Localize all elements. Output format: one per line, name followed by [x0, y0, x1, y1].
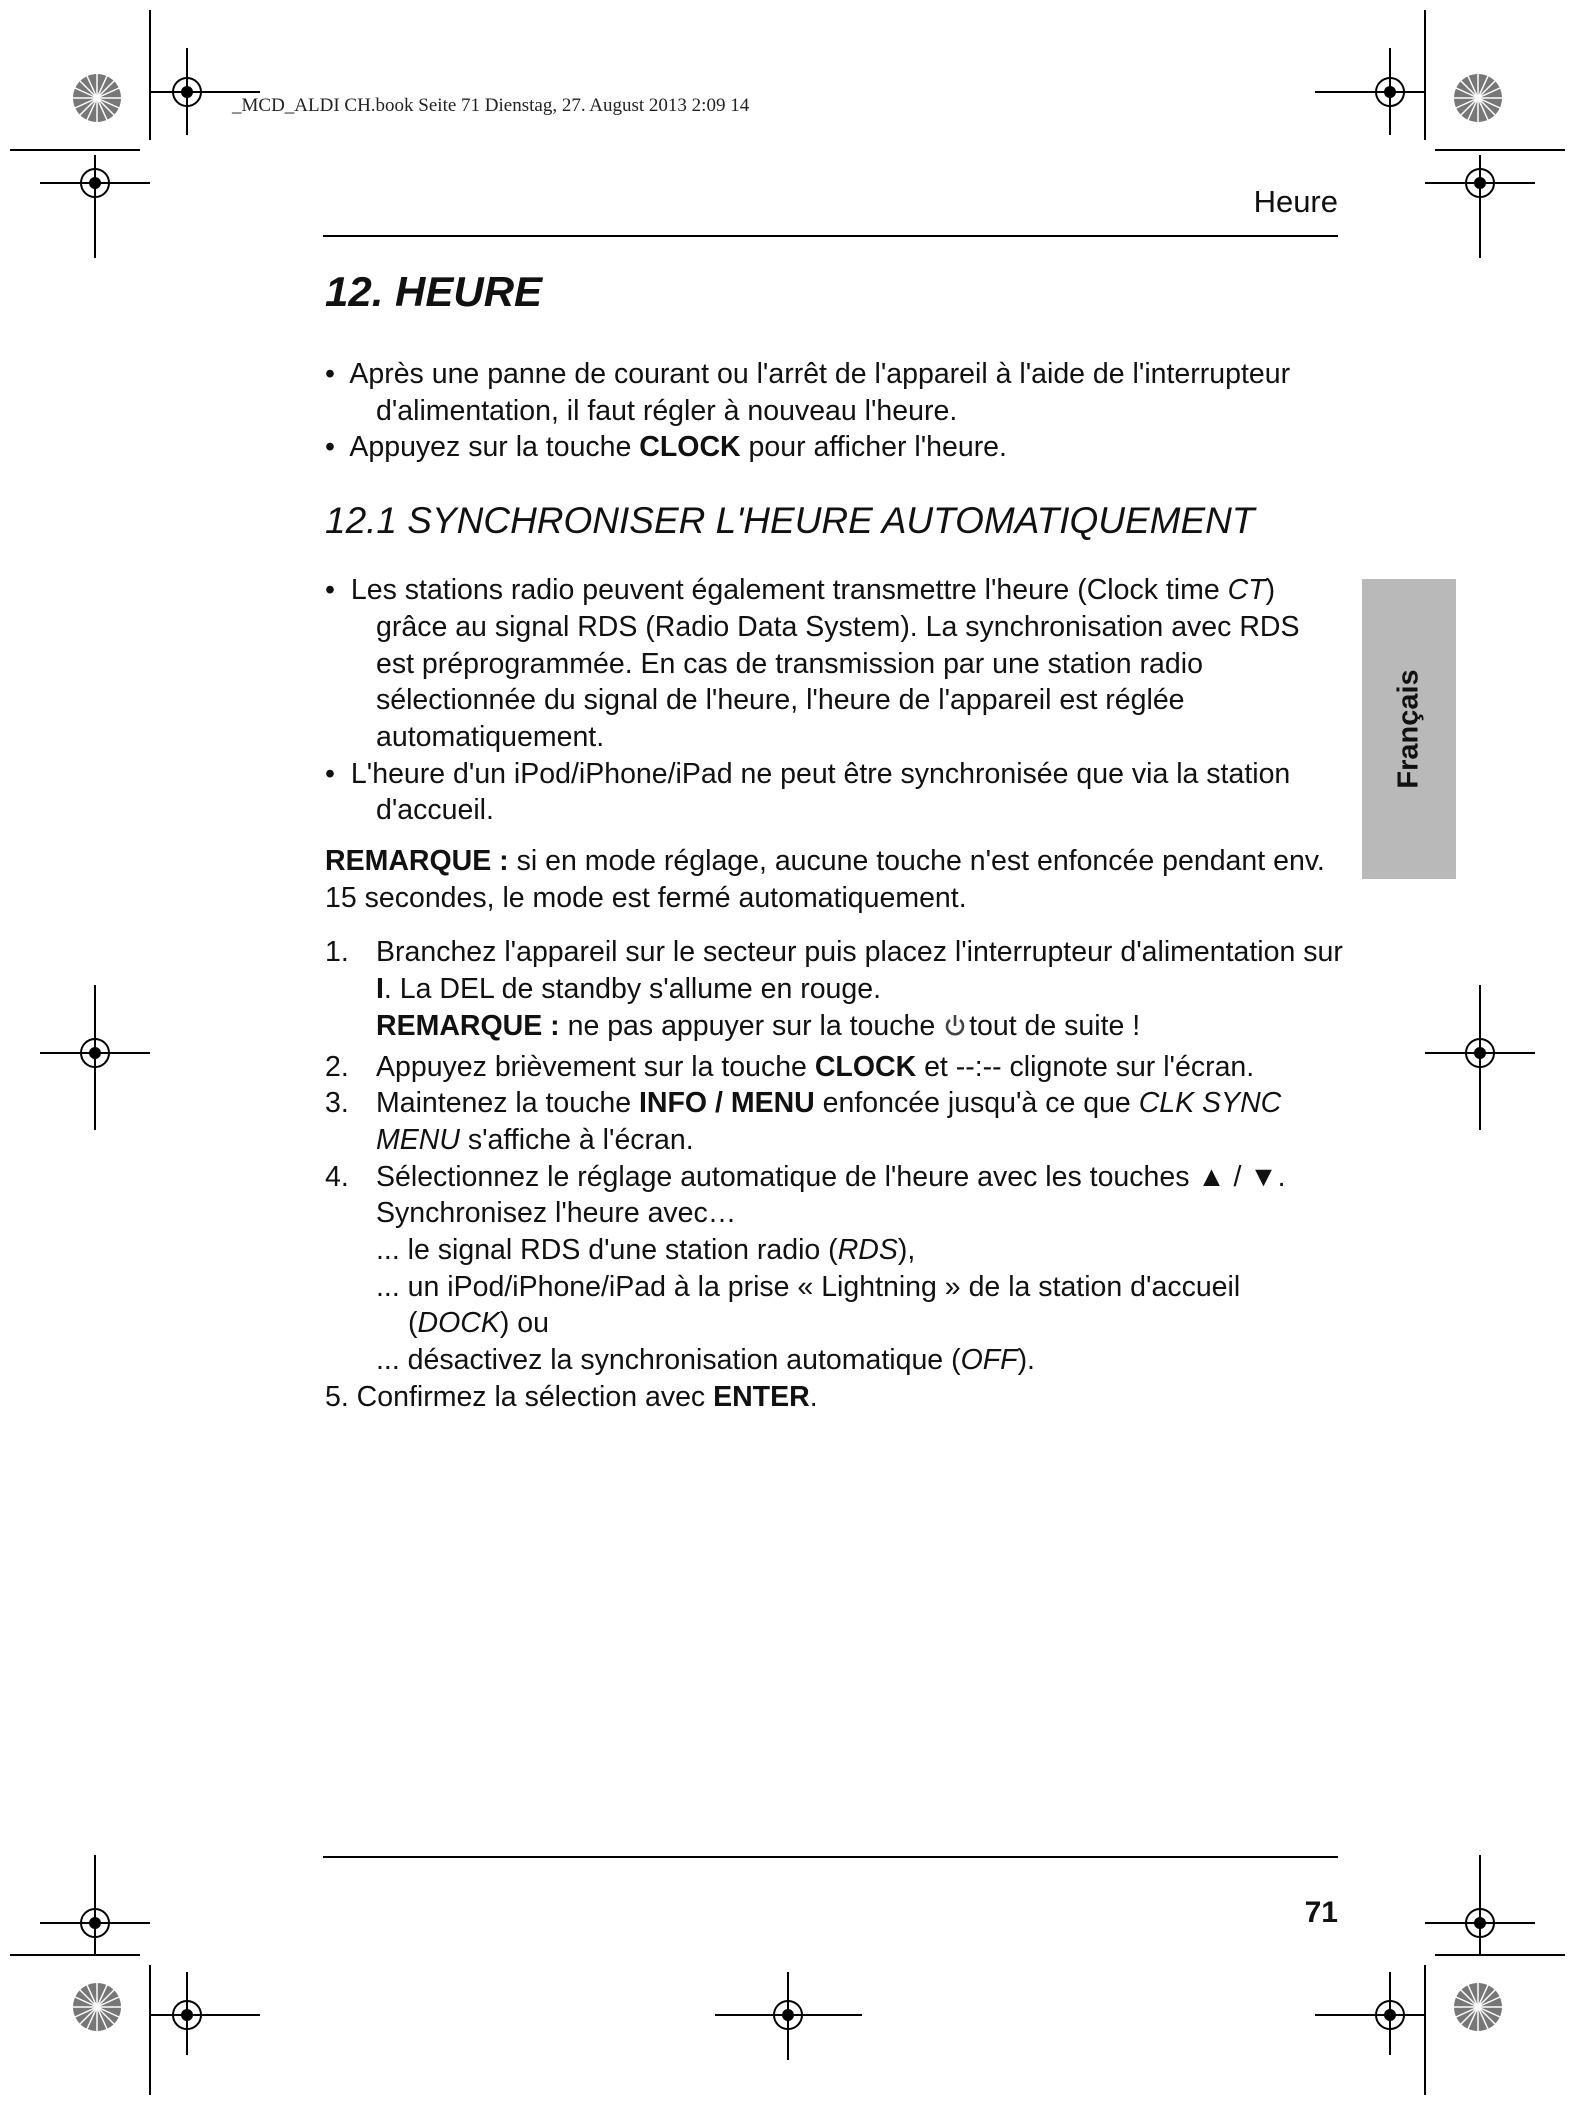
step-item: 5. Confirmez la sélection avec ENTER.: [325, 1380, 818, 1413]
sync-option: ... un iPod/iPhone/iPad à la prise « Lightning » de la station d'accueil (DOCK) ou: [376, 1270, 1241, 1340]
starburst-target-top-left: [73, 74, 121, 122]
registration-dot: [1384, 2009, 1396, 2021]
footer-rule: [323, 1856, 1338, 1858]
step-item: 4. Sélectionnez le réglage automatique de l'heure avec les touches ▲ / ▼. Synchronisez l'heure avec… ... le signal RDS d'une station radio (RDS), ... un iPod/iPhone/iPad à la prise « Lightning » de la station d'accueil (DOCK) ou ... désactivez la synchronisation automatique (OFF).: [325, 1159, 1345, 1379]
starburst-target-bottom-left: [73, 1983, 121, 2031]
language-side-tab-label: Français: [1392, 669, 1425, 789]
step-item: 3. Maintenez la touche INFO / MENU enfoncée jusqu'à ce que CLK SYNC MENU s'affiche à l'écran.: [325, 1087, 1282, 1156]
section-title: 12.1 SYNCHRONISER L'HEURE AUTOMATIQUEMENT: [325, 500, 1255, 542]
registration-dot: [1474, 1047, 1486, 1059]
registration-dot: [89, 1047, 101, 1059]
remark-label: REMARQUE :: [325, 845, 509, 878]
page-body: [325, 262, 1345, 1416]
step-remark: REMARQUE : ne pas appuyer sur la touche tout de suite !: [376, 1008, 1345, 1049]
bullet-text: Après une panne de courant ou l'arrêt de l'appareil à l'aide de l'interrupteur d'alimentation, il faut régler à nouveau l'heure.: [349, 358, 1291, 427]
starburst-target-top-right: [1454, 74, 1502, 122]
registration-dot: [1474, 1917, 1486, 1929]
starburst-target-bottom-right: [1454, 1983, 1502, 2031]
remark-paragraph: REMARQUE : si en mode réglage, aucune touche n'est enfoncée pendant env. 15 secondes, le mode est fermé automatiquement.: [325, 845, 1325, 914]
step-item: 1. Branchez l'appareil sur le secteur puis placez l'interrupteur d'alimentation sur I. La DEL de standby s'allume en rouge. REMARQUE : ne pas appuyer sur la touche tout de suite !: [325, 934, 1345, 1048]
chapter-title: 12. HEURE: [325, 268, 543, 315]
running-header: Heure: [1253, 184, 1338, 219]
registration-dot: [1474, 177, 1486, 189]
registration-dot: [181, 86, 193, 98]
intro-bullet-list: [325, 356, 1345, 466]
printer-slug: _MCD_ALDI CH.book Seite 71 Dienstag, 27. August 2013 2:09 14: [232, 95, 750, 116]
header-rule: [323, 235, 1338, 237]
sync-option: ... le signal RDS d'une station radio (RDS),: [376, 1234, 916, 1267]
power-icon: [943, 1012, 967, 1049]
language-side-tab: [1362, 579, 1456, 879]
steps-list: [325, 934, 1345, 1378]
page-number: 71: [1304, 1896, 1338, 1929]
list-item: • Les stations radio peuvent également transmettre l'heure (Clock time CT) grâce au signal RDS (Radio Data System). La synchronisation avec RDS est préprogrammée. En cas de transmission par une station radio sélectionnée du signal de l'heure, l'heure de l'appareil est réglée automatiquement.: [325, 574, 1300, 753]
list-item: • Appuyez sur la touche CLOCK pour afficher l'heure.: [325, 431, 1007, 464]
registration-dot: [1384, 86, 1396, 98]
list-item: • L'heure d'un iPod/iPhone/iPad ne peut être synchronisée que via la station d'accueil.: [325, 757, 1291, 827]
sync-option: ... désactivez la synchronisation automatique (OFF).: [376, 1344, 1035, 1377]
registration-dot: [89, 177, 101, 189]
list-item: • Après une panne de courant ou l'arrêt de l'appareil à l'aide de l'interrupteur d'alimentation, il faut régler à nouveau l'heure.: [325, 358, 1291, 427]
registration-dot: [181, 2009, 193, 2021]
registration-dot: [89, 1917, 101, 1929]
sync-bullet-list: [325, 572, 1345, 829]
step-item: 2. Appuyez brièvement sur la touche CLOCK et --:-- clignote sur l'écran.: [325, 1050, 1255, 1083]
registration-dot: [782, 2009, 794, 2021]
